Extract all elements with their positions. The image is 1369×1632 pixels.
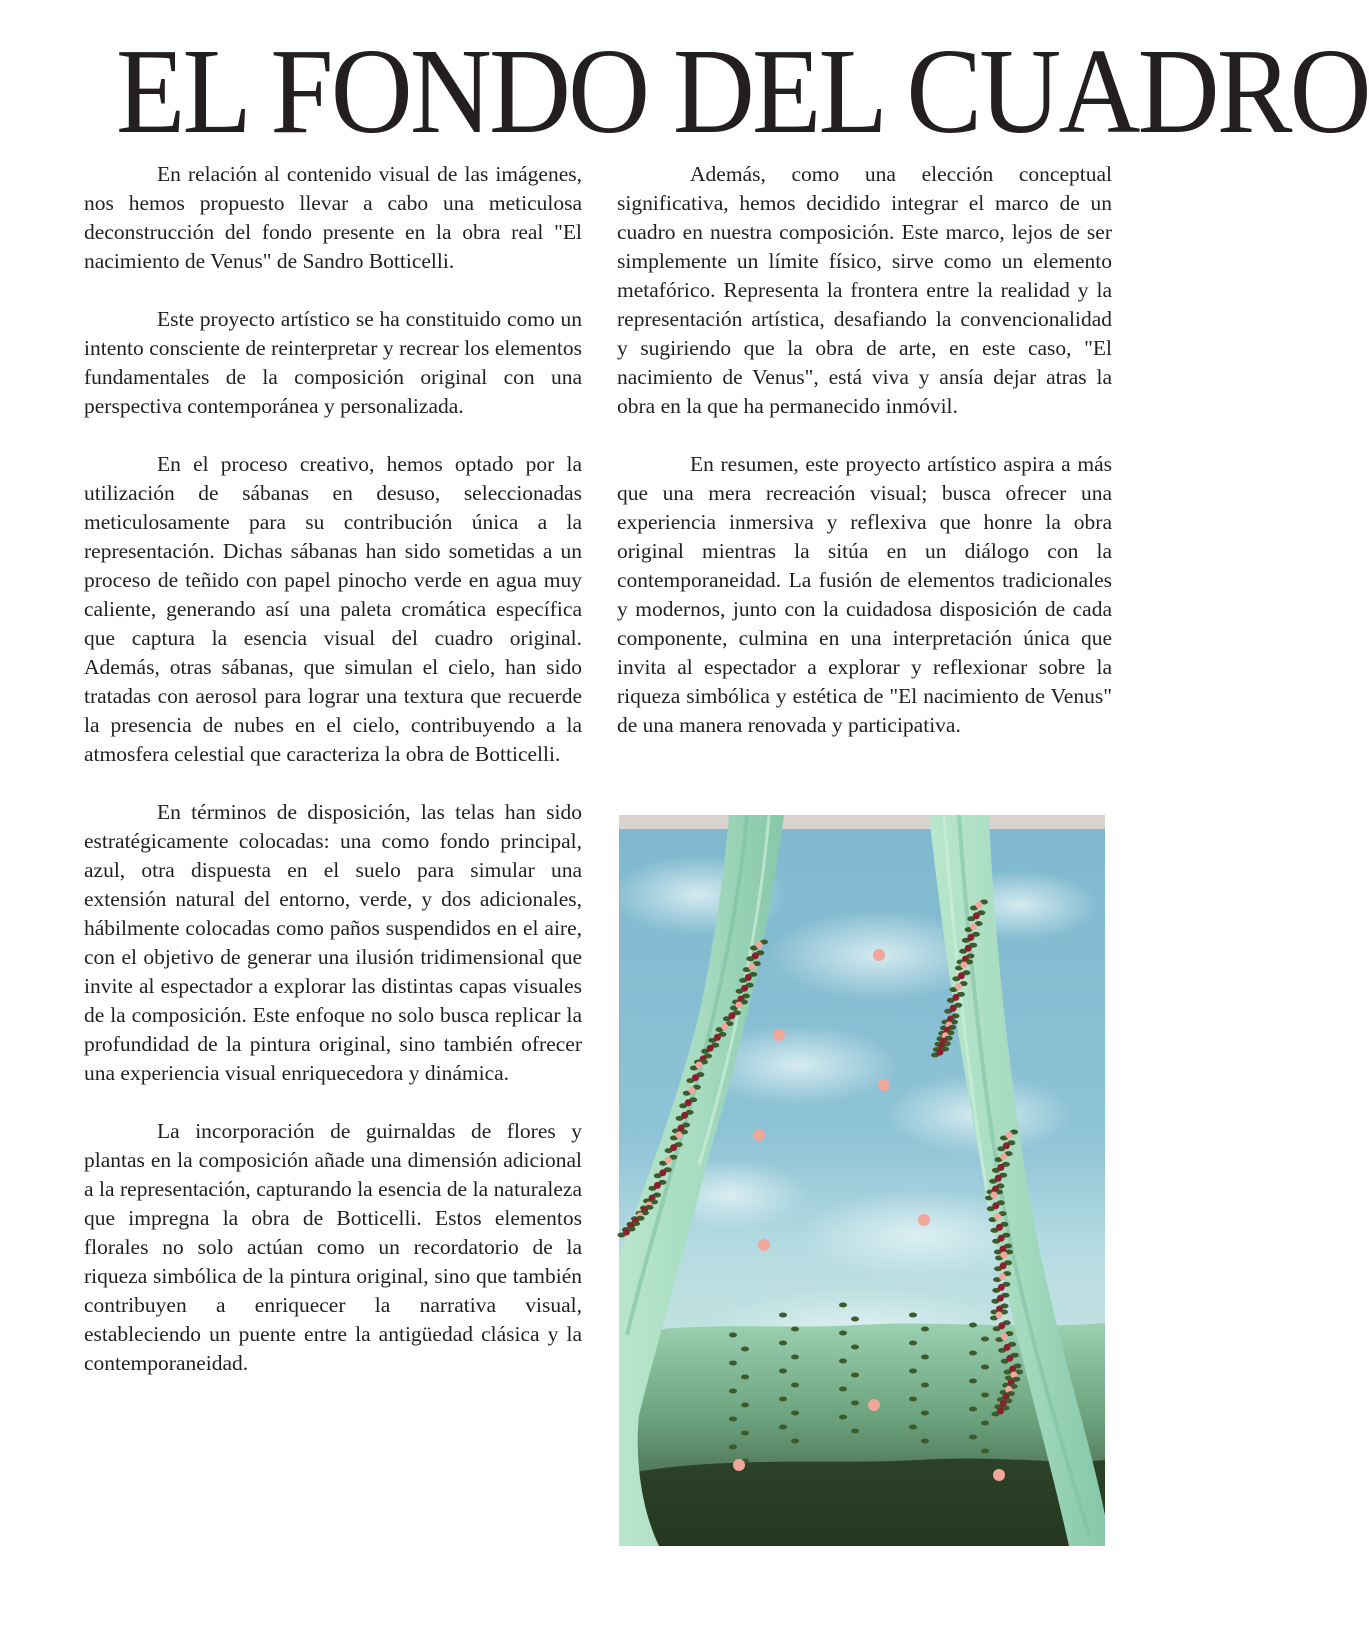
paragraph: Este proyecto artístico se ha constituido como un intento consciente de reinterpretar y recrear los elementos fundamentales de la composición original con una perspectiva contemporánea y personalizada. [84,307,582,418]
flower [965,945,972,952]
flower [950,1005,957,1012]
leaf [981,1421,989,1426]
leaf [851,1317,859,1322]
leaf [839,1359,847,1364]
leaf [839,1331,847,1336]
flower [659,1169,666,1176]
leaf [839,1387,847,1392]
leaf [921,1439,929,1444]
leaf [779,1341,787,1346]
flower [955,983,962,990]
flower [1009,1366,1016,1373]
flower [714,1034,721,1041]
leaf [981,1337,989,1342]
leaf [779,1425,787,1430]
leaf [851,1373,859,1378]
leaf [729,1445,737,1450]
flower [878,1079,890,1091]
flower [654,1182,661,1189]
leaf [969,1323,977,1328]
flower [758,1239,770,1251]
leaf [729,1389,737,1394]
leaf [909,1341,917,1346]
flower [961,962,968,969]
leaf [969,1379,977,1384]
leaf [921,1383,929,1388]
flower [973,912,980,919]
flower [745,974,752,981]
flower [996,1224,1003,1231]
installation-photo [619,815,1105,1546]
leaf [851,1401,859,1406]
leaf [981,1365,989,1370]
flower [918,1214,930,1226]
leaf [909,1425,917,1430]
leaf [791,1383,799,1388]
flower [995,1175,1002,1182]
paragraph: En relación al contenido visual de las imágenes, nos hemos propuesto llevar a cabo una meticulosa deconstrucción del fondo presente en la obra real "El nacimiento de Venus" de Sandro Botticelli. [84,162,582,273]
leaf [779,1369,787,1374]
flower [937,1049,944,1056]
title-area [0,0,1369,160]
flower [741,985,748,992]
leaf [909,1397,917,1402]
flower [1000,1153,1007,1160]
leaf [741,1431,749,1436]
paragraph: La incorporación de guirnaldas de flores y plantas en la composición añade una dimensión adicional a la representación, capturando la esencia de la naturaleza que impregna la obra de Botticelli. Estos elementos florales no solo actúan como un recordatorio de la riqueza simbólica de la pintura original, sino que también contribuyen a enriquecer la narrativa visual, estableciendo un puente entre la antigüedad clásica y la contemporaneidad. [84,1119,582,1375]
flower [688,1087,695,1094]
leaf [779,1397,787,1402]
leaf [909,1369,917,1374]
leaf [791,1327,799,1332]
flower [736,1002,743,1009]
leaf [791,1355,799,1360]
paragraph: Además, como una elección conceptual significativa, hemos decidido integrar el marco de un cuadro en nuestra composición. Este marco, lejos de ser simplemente un límite físico, sirve como un elemento metafórico. Representa la frontera entre la realidad y la representación artística, desafiando la convencionalidad y sugiriendo que la obra de arte, en este caso, "El nacimiento de Venus", está viva y ansía dejar atras la obra en la que ha permanecido inmóvil. [617,162,1112,418]
flower [676,1132,683,1139]
flower [670,1144,677,1151]
flower [991,1192,998,1199]
flower [868,1399,880,1411]
flower [692,1074,699,1081]
flower [696,1062,703,1069]
leaf [969,1351,977,1356]
flower [752,952,759,959]
leaf [729,1333,737,1338]
flower [1000,1262,1007,1269]
flower [1003,1142,1010,1149]
flower [1001,1252,1008,1259]
leaf [729,1417,737,1422]
flower [685,1099,692,1106]
flower [753,1129,765,1141]
flower [994,1213,1001,1220]
flower [733,1459,745,1471]
leaf [921,1355,929,1360]
left-column [84,160,582,1407]
leaf [981,1393,989,1398]
flower [998,1235,1005,1242]
leaf [839,1415,847,1420]
flower [967,934,974,941]
leaf [791,1411,799,1416]
page-title: EL FONDO DEL CUADRO [116,24,1369,159]
flower [1001,1333,1008,1340]
leaf [909,1313,917,1318]
paragraph: En resumen, este proyecto artístico aspira a más que una mera recreación visual; busca ofrecer una experiencia inmersiva y reflexiva que honre la obra original mientras la sitúa en un diálogo con la contemporaneidad. La fusión de elementos tradicionales y modernos, junto con la cuidadosa disposición de cada componente, culmina en una interpretación única que invita al espectador a explorar y reflexionar sobre la riqueza simbólica y estética de "El nacimiento de Venus" de una manera renovada y participativa. [617,452,1112,737]
flower [958,972,965,979]
flower [976,902,983,909]
flower [748,963,755,970]
flower [998,1322,1005,1329]
flower [707,1045,714,1052]
flower [997,1408,1004,1415]
flower [970,923,977,930]
leaf [921,1411,929,1416]
leaf [969,1435,977,1440]
paragraph: En el proceso creativo, hemos optado por la utilización de sábanas en desuso, seleccionadas meticulosamente para su contribución única a la representación. Dichas sábanas han sido sometidas a un proceso de teñido con papel pinocho verde en agua muy caliente, generando así una paleta cromática específica que captura la esencia visual del cuadro original. Además, otras sábanas, que simulan el cielo, han sido tratadas con aerosol para lograr una textura que recuerde la presencia de nubes en el cielo, contribuyendo a la atmosfera celestial que caracteriza la obra de Botticelli. [84,452,582,766]
flower [998,1284,1005,1291]
flower [623,1229,630,1236]
flower [721,1023,728,1030]
flower [993,1469,1005,1481]
leaf [779,1313,787,1318]
flower [997,1164,1004,1171]
flower [756,942,763,949]
leaf [851,1429,859,1434]
flower [997,1295,1004,1302]
leaf [921,1327,929,1332]
flower [728,1012,735,1019]
flower [1004,1344,1011,1351]
leaf [839,1303,847,1308]
flower [773,1029,785,1041]
flower [952,994,959,1001]
flower [1006,1355,1013,1362]
flower [681,1112,688,1119]
leaf [981,1449,989,1454]
flower [1006,1132,1013,1139]
flower [999,1273,1006,1280]
right-column [617,160,1112,769]
leaf [729,1361,737,1366]
leaf [969,1407,977,1412]
leaf [741,1403,749,1408]
flower [873,949,885,961]
flower [996,1312,1003,1319]
leaf [741,1375,749,1380]
paragraph: En términos de disposición, las telas han sido estratégicamente colocadas: una como fondo principal, azul, otra dispuesta en el suelo para simular una extensión natural del entorno, verde, y dos adicionales, hábilmente colocadas como paños suspendidos en el aire, con el objetivo de generar una ilusión tridimensional que invite al espectador a explorar las distintas capas visuales de la composición. Este enfoque no solo busca replicar la profundidad de la pintura original, sino también ofrecer una experiencia visual enriquecedora y dinámica. [84,800,582,1085]
leaf [851,1345,859,1350]
flower [665,1157,672,1164]
leaf [791,1439,799,1444]
leaf [741,1347,749,1352]
flower [992,1202,999,1209]
